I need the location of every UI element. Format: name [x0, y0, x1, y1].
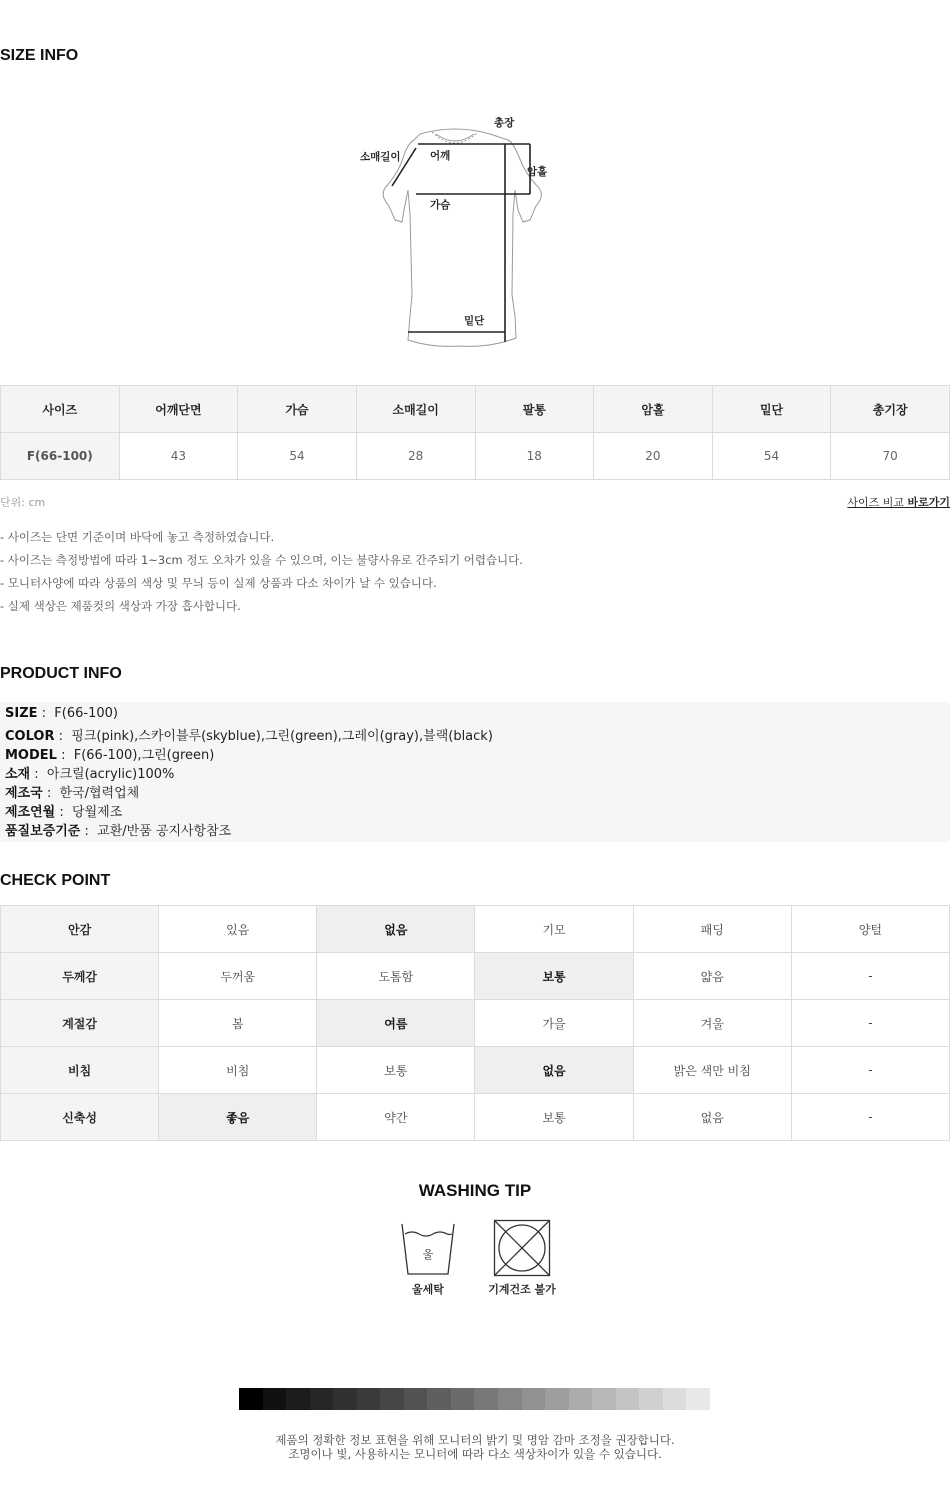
footer-note: 조명이나 빛, 사용하시는 모니터에 따라 다소 색상차이가 있을 수 있습니다.: [288, 1447, 662, 1461]
size-table-header: [1, 386, 950, 433]
size-header-cell: 밑단: [712, 386, 831, 433]
size-cell: 43: [119, 433, 238, 480]
check-row: [1, 953, 950, 1000]
check-option-selected: 없음: [317, 906, 475, 953]
check-row: [1, 1000, 950, 1047]
size-cell: 70: [831, 433, 950, 480]
check-option: 기모: [475, 906, 633, 953]
check-option: 도톰함: [317, 953, 475, 1000]
grayscale-swatch: [639, 1388, 663, 1410]
size-header-cell: 암홀: [594, 386, 713, 433]
check-option: 패딩: [633, 906, 791, 953]
grayscale-swatch: [663, 1388, 687, 1410]
size-info-title: SIZE INFO: [0, 47, 79, 64]
check-row-label: 안감: [1, 906, 159, 953]
check-option: 양털: [791, 906, 949, 953]
grayscale-swatch: [522, 1388, 546, 1410]
check-option: -: [791, 1094, 949, 1141]
check-option: 겨울: [633, 1000, 791, 1047]
grayscale-swatch: [404, 1388, 428, 1410]
grayscale-swatch: [357, 1388, 381, 1410]
grayscale-swatch: [263, 1388, 287, 1410]
check-option: 가을: [475, 1000, 633, 1047]
wool-wash-symbol-text: 울: [422, 1248, 434, 1261]
check-row-label: 두께감: [1, 953, 159, 1000]
size-cell: 28: [356, 433, 475, 480]
washing-tip-title: WASHING TIP: [418, 1181, 532, 1200]
no-tumble-dry-label: 기계건조 불가: [488, 1283, 556, 1296]
size-header-cell: 가슴: [238, 386, 357, 433]
label-sleeve-length: 소매길이: [360, 151, 401, 163]
grayscale-swatch: [474, 1388, 498, 1410]
label-chest: 가슴: [430, 199, 451, 211]
check-option: 보통: [317, 1047, 475, 1094]
check-row-label: 신축성: [1, 1094, 159, 1141]
product-info-line: SIZE : F(66-100): [5, 706, 118, 721]
check-row-label: 비침: [1, 1047, 159, 1094]
size-note: - 모니터사양에 따라 상품의 색상 및 무늬 등이 실제 상품과 다소 차이가 날 수 있습니다.: [0, 576, 437, 590]
size-note: - 실제 색상은 제품컷의 색상과 가장 흡사합니다.: [0, 599, 241, 613]
label-shoulder: 어깨: [430, 150, 451, 162]
check-option: -: [791, 1047, 949, 1094]
grayscale-swatch: [545, 1388, 569, 1410]
grayscale-swatch: [380, 1388, 404, 1410]
check-row: [1, 1094, 950, 1141]
size-compare-go: 바로가기: [907, 496, 950, 509]
check-row: [1, 1047, 950, 1094]
no-tumble-dry-icon: [493, 1219, 551, 1277]
check-option: 밝은 색만 비침: [633, 1047, 791, 1094]
footer-note: 제품의 정확한 정보 표현을 위해 모니터의 밝기 및 명암 감마 조정을 권장합니다.: [275, 1433, 675, 1447]
product-info-box: [0, 702, 950, 842]
label-hem: 밑단: [464, 315, 485, 327]
wool-wash-icon: [400, 1220, 456, 1278]
product-info-line: COLOR : 핑크(pink),스카이블루(skyblue),그린(green),그레이(gray),블랙(black): [5, 729, 493, 744]
check-point-title: CHECK POINT: [0, 872, 111, 889]
size-header-cell: 어깨단면: [119, 386, 238, 433]
size-cell: 54: [238, 433, 357, 480]
check-option: 얇음: [633, 953, 791, 1000]
label-total-length: 총장: [494, 117, 515, 129]
product-info-line: 소재 : 아크릴(acrylic)100%: [5, 767, 175, 782]
check-option-selected: 좋음: [159, 1094, 317, 1141]
check-option: 비침: [159, 1047, 317, 1094]
check-option-selected: 여름: [317, 1000, 475, 1047]
grayscale-swatch: [616, 1388, 640, 1410]
grayscale-swatch: [286, 1388, 310, 1410]
check-row-label: 계절감: [1, 1000, 159, 1047]
size-header-cell: 사이즈: [1, 386, 120, 433]
check-option-selected: 없음: [475, 1047, 633, 1094]
product-info-line: 제조국 : 한국/협력업체: [5, 786, 140, 801]
check-option: 약간: [317, 1094, 475, 1141]
table-row: [1, 433, 950, 480]
check-option: -: [791, 953, 949, 1000]
size-cell: 54: [712, 433, 831, 480]
check-row: [1, 906, 950, 953]
grayscale-swatch: [239, 1388, 263, 1410]
product-info-title: PRODUCT INFO: [0, 665, 122, 682]
size-header-cell: 팔통: [475, 386, 594, 433]
size-header-cell: 소매길이: [356, 386, 475, 433]
grayscale-swatch: [427, 1388, 451, 1410]
grayscale-swatch: [333, 1388, 357, 1410]
check-option-selected: 보통: [475, 953, 633, 1000]
check-option: 두꺼움: [159, 953, 317, 1000]
size-table: [0, 385, 950, 480]
check-option: -: [791, 1000, 949, 1047]
product-info-line: 제조연월 : 당월제조: [5, 805, 123, 820]
size-header-cell: 총기장: [831, 386, 950, 433]
size-cell: F(66-100): [1, 433, 120, 480]
grayscale-swatch: [451, 1388, 475, 1410]
grayscale-swatch: [686, 1388, 710, 1410]
wool-wash-label: 울세탁: [412, 1283, 444, 1296]
tshirt-measure-diagram: [340, 110, 580, 360]
check-point-table: [0, 905, 950, 1141]
size-cell: 20: [594, 433, 713, 480]
check-option: 없음: [633, 1094, 791, 1141]
grayscale-swatch: [569, 1388, 593, 1410]
size-note: - 사이즈는 측정방법에 따라 1~3cm 정도 오차가 있을 수 있으며, 이는 불량사유로 간주되기 어렵습니다.: [0, 553, 523, 567]
product-info-line: 품질보증기준 : 교환/반품 공지사항참조: [5, 824, 232, 839]
size-unit: 단위: cm: [0, 496, 46, 509]
check-option: 봄: [159, 1000, 317, 1047]
grayscale-swatch: [498, 1388, 522, 1410]
grayscale-calibration-bar: [239, 1388, 710, 1410]
size-compare-prefix: 사이즈 비교: [847, 496, 908, 509]
size-cell: 18: [475, 433, 594, 480]
size-notes: [0, 526, 523, 618]
check-option: 보통: [475, 1094, 633, 1141]
grayscale-swatch: [310, 1388, 334, 1410]
label-armhole: 암홀: [527, 166, 548, 178]
product-info-line: MODEL : F(66-100),그린(green): [5, 748, 215, 763]
size-note: - 사이즈는 단면 기준이며 바닥에 놓고 측정하였습니다.: [0, 530, 275, 544]
check-option: 있음: [159, 906, 317, 953]
grayscale-swatch: [592, 1388, 616, 1410]
size-compare-link[interactable]: [847, 494, 950, 510]
